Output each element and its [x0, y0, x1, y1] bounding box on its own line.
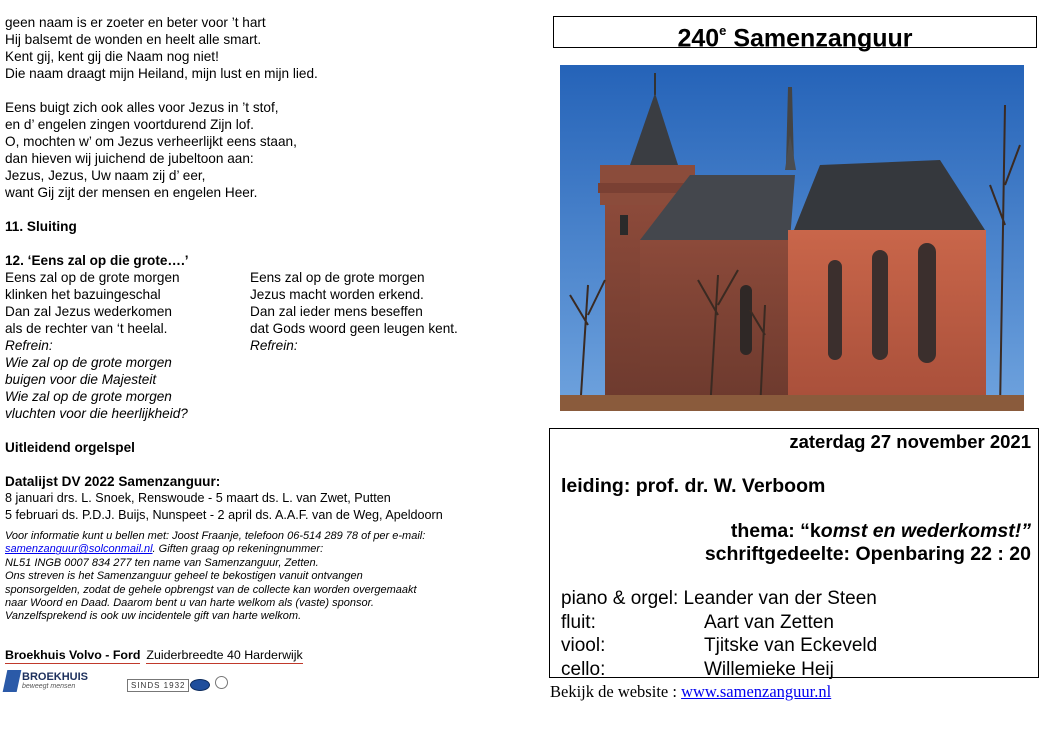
datalijst — [5, 490, 525, 524]
sponsor-name: Broekhuis Volvo - Ford — [5, 648, 141, 662]
lyric-line: Die naam draagt mijn Heiland, mijn lust en mijn lied. — [5, 66, 318, 81]
event-leiding: leiding: prof. dr. W. Verboom — [561, 475, 826, 497]
musicians-list — [561, 587, 877, 681]
musician-name: Aart van Zetten — [704, 611, 834, 633]
musician-role: piano & orgel: — [561, 588, 679, 609]
musician-name: Willemieke Heij — [704, 658, 834, 680]
lyric-line: buigen voor die Majesteit — [5, 372, 157, 387]
stanza-2 — [5, 99, 525, 201]
lyric-line: klinken het bazuingeschal — [5, 287, 161, 302]
event-schriftgedeelte: schriftgedeelte: Openbaring 22 : 20 — [704, 543, 1031, 565]
lyric-line: Dan zal Jezus wederkomen — [5, 304, 172, 319]
refrein-lines — [5, 354, 525, 422]
contact-info — [5, 530, 525, 624]
lyric-line: Jezus, Jezus, Uw naam zij d’ eer, — [5, 168, 206, 183]
lyric-line: Eens buigt zich ook alles voor Jezus in ’t stof, — [5, 100, 279, 115]
song-12-verse — [5, 269, 525, 286]
musician-name: Tjitske van Eckeveld — [704, 635, 878, 656]
musician-name: Leander van der Steen — [683, 588, 877, 609]
datalijst-row: 5 februari ds. P.D.J. Buijs, Nunspeet - 2 april ds. A.A.F. van de Weg, Apeldoorn — [5, 508, 443, 522]
info-line: sponsorgelden, zodat de gehele opbrengst van de collecte kan worden overgemaakt — [5, 583, 417, 596]
refrein-label: Refrein: — [5, 338, 53, 353]
musician-row — [561, 634, 877, 658]
lyric-line: Jezus macht worden erkend. — [250, 287, 424, 302]
lyric-line: vluchten voor die heerlijkheid? — [5, 406, 188, 421]
volvo-logo-icon — [215, 676, 228, 689]
left-column — [5, 14, 525, 624]
musician-role: cello: — [561, 658, 606, 680]
ford-logo-icon — [190, 679, 210, 691]
musician-row — [561, 587, 877, 611]
musician-row — [561, 658, 877, 682]
hedge — [560, 395, 1024, 411]
musician-role: fluit: — [561, 611, 596, 633]
lyric-line: Eens zal op de grote morgen — [5, 270, 180, 285]
datalijst-row: 8 januari drs. L. Snoek, Renswoude - 5 maart ds. L. van Zwet, Putten — [5, 491, 391, 505]
website-label: Bekijk de website : — [550, 682, 682, 701]
musician-row — [561, 611, 877, 635]
event-info-box — [549, 428, 1039, 678]
lyric-line: dat Gods woord geen leugen kent. — [250, 321, 458, 336]
info-line: Ons streven is het Samenzanguur geheel te bekostigen vanuit ontvangen — [5, 570, 363, 583]
lyric-line: geen naam is er zoeter en beter voor ’t hart — [5, 15, 266, 30]
broekhuis-logo-text: BROEKHUIS — [22, 671, 89, 683]
info-line: . Giften graag op rekeningnummer: — [152, 543, 324, 556]
lyric-line: O, mochten w’ om Jezus verheerlijkt eens staan, — [5, 134, 297, 149]
lyric-line: Wie zal op de grote morgen — [5, 355, 172, 370]
lyric-line: en d’ engelen zingen voortdurend Zijn lof. — [5, 117, 254, 132]
musician-role: viool: — [561, 635, 606, 656]
lyric-line: Wie zal op de grote morgen — [5, 389, 172, 404]
sinds-1932-logo: SINDS 1932 — [127, 679, 189, 692]
broekhuis-mark-icon — [3, 670, 22, 692]
event-date: zaterdag 27 november 2021 — [789, 431, 1031, 452]
sponsor-logos — [5, 670, 245, 698]
heading-datalijst: Datalijst DV 2022 Samenzanguur: — [5, 474, 221, 489]
sponsor-line — [5, 648, 303, 662]
website-link[interactable]: www.samenzanguur.nl — [681, 682, 832, 701]
lyric-line: Eens zal op de grote morgen — [250, 270, 425, 285]
lyric-line: Dan zal ieder mens beseffen — [250, 304, 423, 319]
lyric-line: dan hieven wij juichend de jubeltoon aan: — [5, 151, 254, 166]
lyric-line: Hij balsemt de wonden en heelt alle smart. — [5, 32, 262, 47]
info-line: Voor informatie kunt u bellen met: Joost Fraanje, telefoon 06-514 289 78 of per e-mail: — [5, 530, 426, 542]
sponsor-address: Zuiderbreedte 40 Harderwijk — [146, 648, 303, 662]
website-line — [550, 682, 831, 702]
info-line: naar Woord en Daad. Daarom bent u van harte welkom als (vaste) sponsor. — [5, 597, 374, 610]
heading-orgelspel: Uitleidend orgelspel — [5, 440, 135, 455]
info-line: NL51 INGB 0007 834 277 ten name van Samenzanguur, Zetten. — [5, 556, 319, 569]
stanza-1 — [5, 14, 525, 82]
heading-song-12: 12. ‘Eens zal op die grote….’ — [5, 253, 189, 268]
broekhuis-logo-sub: beweegt mensen — [22, 683, 76, 690]
lyric-line: Kent gij, kent gij die Naam nog niet! — [5, 49, 219, 64]
lyric-line: want Gij zijt der mensen en engelen Heer. — [5, 185, 258, 200]
info-line: Vanzelfsprekend is ook uw incidentele gift van harte welkom. — [5, 610, 302, 623]
page-title: 240e Samenzanguur — [553, 16, 1037, 48]
email-link[interactable]: samenzanguur@solconmail.nl — [5, 543, 153, 556]
event-thema: thema: “komst en wederkomst!” — [730, 520, 1031, 542]
lyric-line: als de rechter van ‘t heelal. — [5, 321, 168, 336]
refrein-label: Refrein: — [250, 338, 298, 353]
heading-sluiting: 11. Sluiting — [5, 219, 77, 234]
church-photo — [560, 65, 1024, 411]
broekhuis-logo — [5, 670, 88, 692]
